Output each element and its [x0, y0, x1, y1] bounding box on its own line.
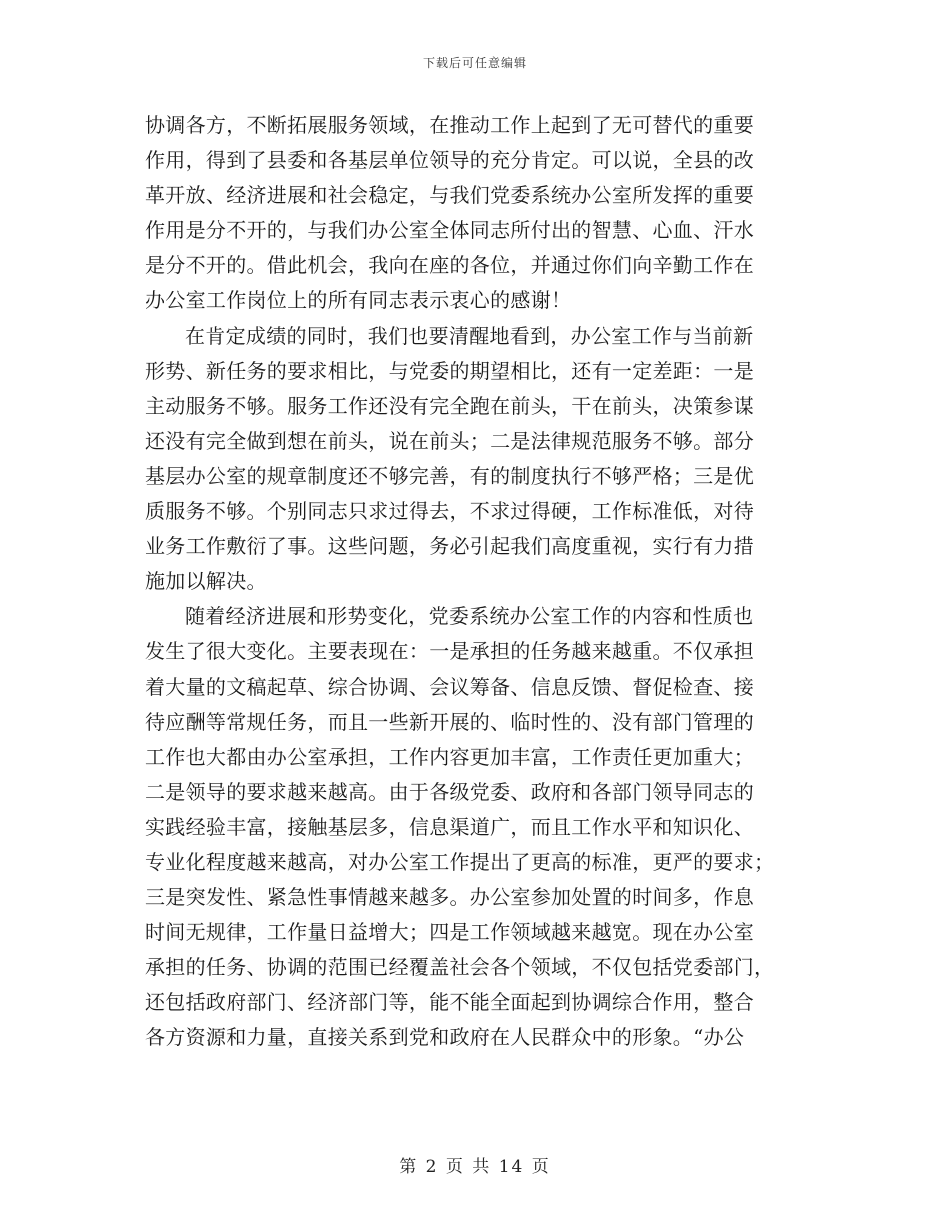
text-line: 待应酬等常规任务，而且一些新开展的、临时性的、没有部门管理的: [145, 709, 754, 734]
text-line: 发生了很大变化。主要表现在：一是承担的任务越来越重。不仅承担: [145, 639, 754, 664]
page-header: 下载后可任意编辑: [422, 56, 527, 70]
text-line: 质服务不够。个别同志只求过得去，不求过得硬，工作标准低，对待: [145, 499, 754, 524]
paragraph-3: [145, 599, 805, 1055]
text-line: 协调各方，不断拓展服务领域，在推动工作上起到了无可替代的重要: [145, 113, 754, 137]
text-line: 各方资源和力量，直接关系到党和政府在人民群众中的形象。“办公: [145, 1025, 745, 1050]
text-line: 业务工作敷衍了事。这些问题，务必引起我们高度重视，实行有力措: [145, 534, 754, 559]
page-number-footer: 第 2 页 共 14 页: [399, 1157, 551, 1177]
paragraph-2: [145, 319, 805, 600]
text-line: 还没有完全做到想在前头，说在前头；二是法律规范服务不够。部分: [145, 428, 754, 453]
text-line: 革开放、经济进展和社会稳定，与我们党委系统办公室所发挥的重要: [145, 183, 754, 208]
text-line: 时间无规律，工作量日益增大；四是工作领域越来越宽。现在办公室: [145, 920, 754, 945]
text-line: 实践经验丰富，接触基层多，信息渠道广，而且工作水平和知识化、: [145, 814, 754, 839]
text-line: 是分不开的。借此机会，我向在座的各位，并通过你们向辛勤工作在: [145, 253, 754, 278]
text-line: 还包括政府部门、经济部门等，能不能全面起到协调综合作用，整合: [145, 990, 754, 1015]
text-line: 作用，得到了县委和各基层单位领导的充分肯定。可以说，全县的改: [145, 148, 754, 173]
text-line: 着大量的文稿起草、综合协调、会议筹备、信息反馈、督促检查、接: [145, 674, 754, 699]
text-line: 在肯定成绩的同时，我们也要清醒地看到，办公室工作与当前新: [185, 323, 754, 348]
text-line: 二是领导的要求越来越高。由于各级党委、政府和各部门领导同志的: [145, 779, 754, 804]
text-line: 工作也大都由办公室承担，工作内容更加丰富，工作责任更加重大；: [145, 744, 754, 769]
text-line: 三是突发性、紧急性事情越来越多。办公室参加处置的时间多，作息: [145, 885, 754, 910]
text-line: 施加以解决。: [145, 569, 267, 594]
text-line: 随着经济进展和形势变化，党委系统办公室工作的内容和性质也: [185, 604, 754, 629]
text-line: 承担的任务、协调的范围已经覆盖社会各个领域，不仅包括党委部门，: [145, 955, 775, 980]
paragraph-1: [145, 108, 805, 319]
text-line: 办公室工作岗位上的所有同志表示衷心的感谢！: [145, 288, 572, 313]
text-line: 专业化程度越来越高，对办公室工作提出了更高的标准，更严的要求；: [145, 849, 775, 874]
text-line: 形势、新任务的要求相比，与党委的期望相比，还有一定差距：一是: [145, 358, 754, 383]
text-line: 基层办公室的规章制度还不够完善，有的制度执行不够严格；三是优: [145, 463, 754, 488]
document-body: [145, 108, 805, 1056]
text-line: 作用是分不开的，与我们办公室全体同志所付出的智慧、心血、汗水: [145, 218, 754, 243]
text-line: 主动服务不够。服务工作还没有完全跑在前头，干在前头，决策参谋: [145, 393, 754, 418]
